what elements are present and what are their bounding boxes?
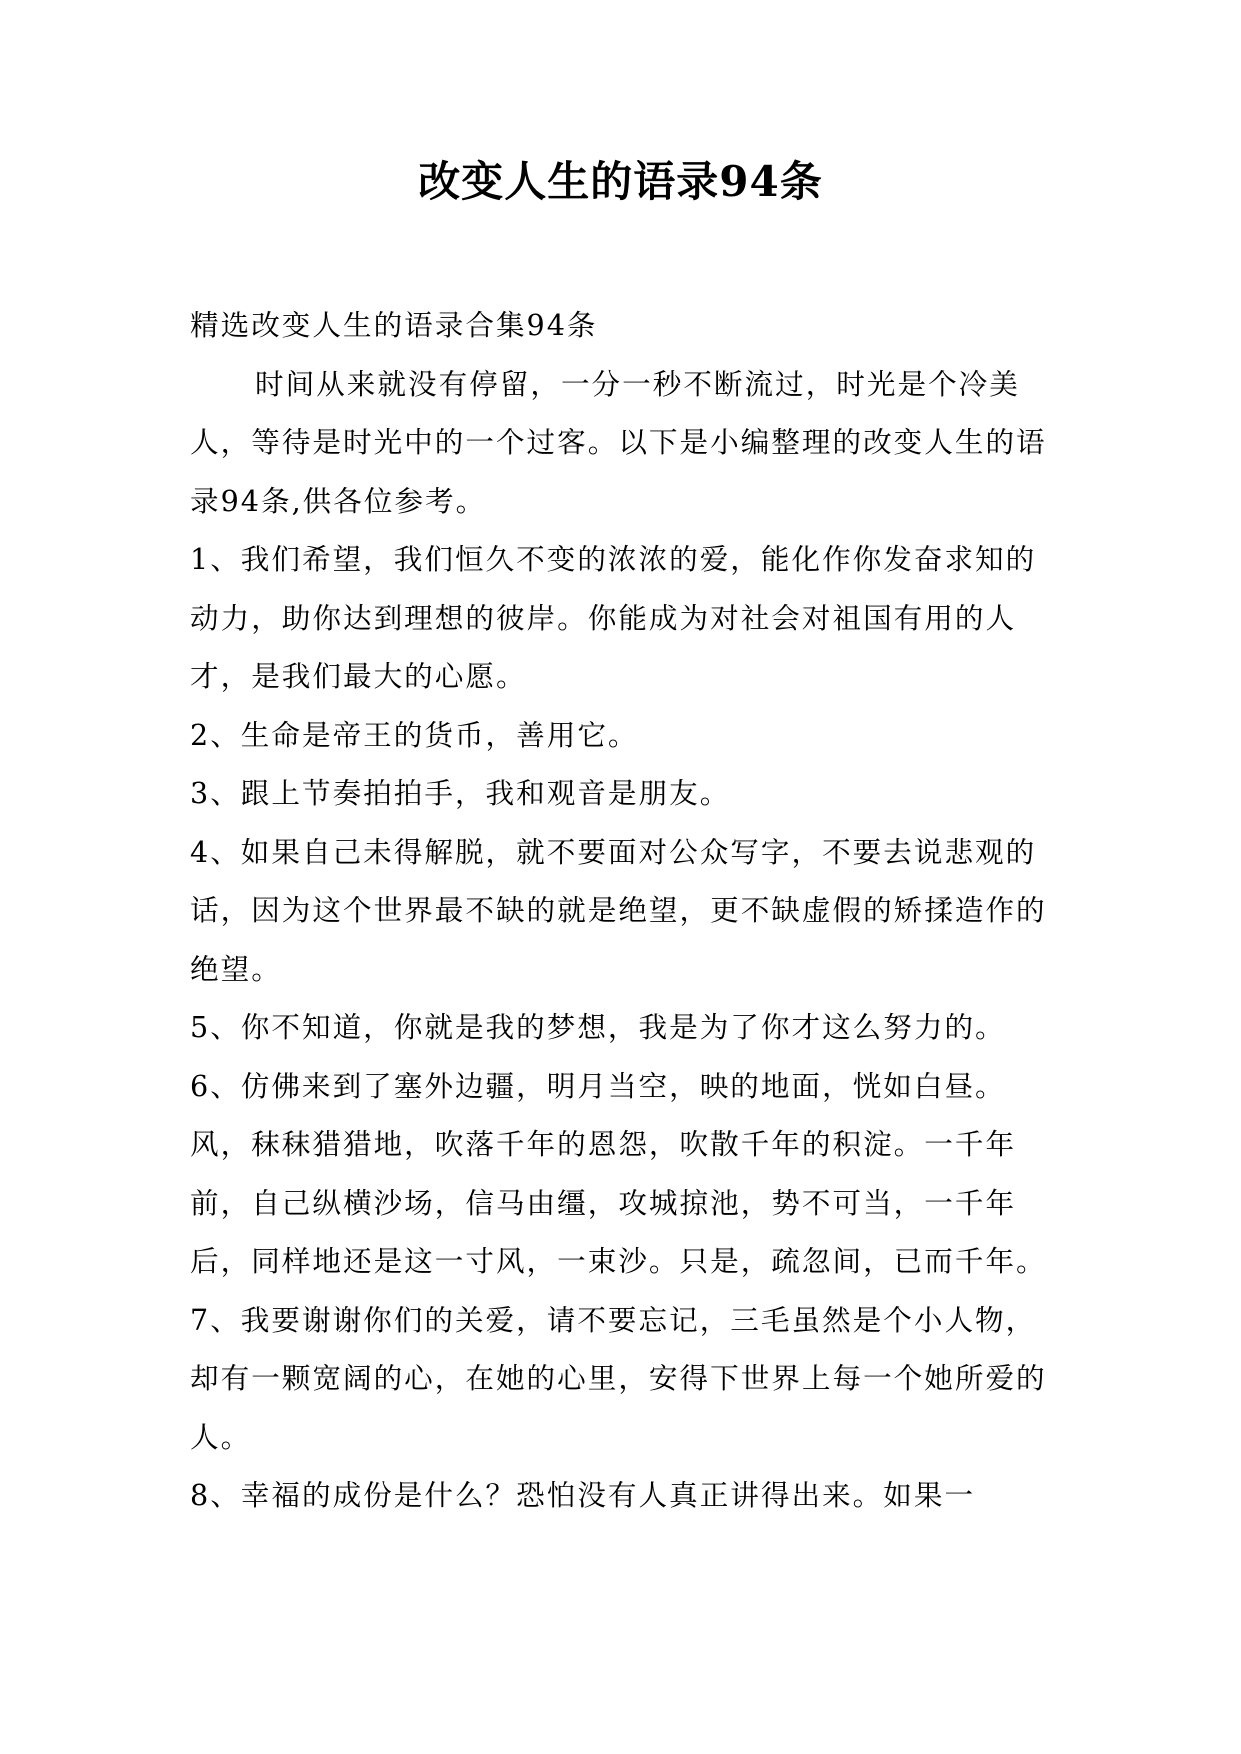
document-subtitle: 精选改变人生的语录合集94条 [190,308,598,342]
list-item: 5、你不知道，你就是我的梦想，我是为了你才这么努力的。 [190,1010,1006,1044]
list-item: 3、跟上节奏拍拍手，我和观音是朋友。 [190,776,731,810]
document-body [190,296,1050,1525]
list-item: 2、生命是帝王的货币，善用它。 [190,717,639,752]
list-item: 1、我们希望，我们恒久不变的浓浓的爱，能化作你发奋求知的动力，助你达到理想的彼岸。你能成为对社会对祖国有用的人才，是我们最大的心愿。 [190,542,1037,693]
list-item: 8、幸福的成份是什么？恐怕没有人真正讲得出来。如果一 [190,1478,976,1512]
list-item: 6、仿佛来到了塞外边疆，明月当空，映的地面，恍如白昼。风，秣秣猎猎地，吹落千年的恩怨，吹散千年的积淀。一千年前，自己纵横沙场，信马由缰，攻城掠池，势不可当，一千年后，同样地还是这一寸风，一束沙。只是，疏忽间，已而千年。 [190,1068,1047,1278]
page-title: 改变人生的语录94条 [418,157,823,206]
intro-paragraph: 时间从来就没有停留，一分一秒不断流过，时光是个冷美人，等待是时光中的一个过客。以下是小编整理的改变人生的语录94条,供各位参考。 [190,366,1047,518]
list-item: 4、如果自己未得解脱，就不要面对公众写字，不要去说悲观的话，因为这个世界最不缺的就是绝望，更不缺虚假的矫揉造作的绝望。 [190,834,1047,986]
list-item: 7、我要谢谢你们的关爱，请不要忘记，三毛虽然是个小人物，却有一颗宽阔的心，在她的心里，安得下世界上每一个她所爱的人。 [190,1302,1047,1454]
